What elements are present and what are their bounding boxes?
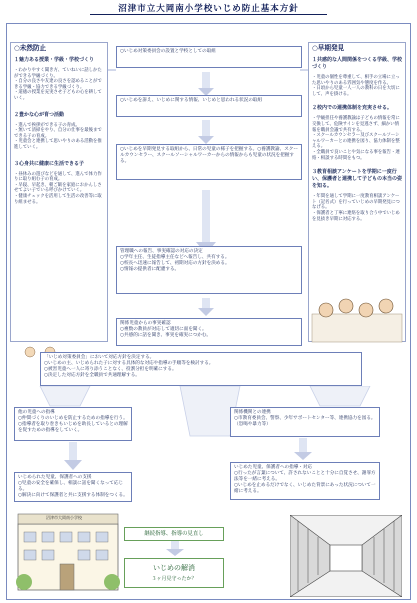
list-item: ・年間を通して学期に一度教育相談アンケート（記名式）を行っていじめの早期発見につなげる。 bbox=[312, 194, 400, 211]
detection-s2-title: ２校内での連携体制を充実させる。 bbox=[312, 105, 393, 112]
bully-guidance-box bbox=[230, 462, 380, 500]
detection-s3-title: ３教育相談アンケートを学期に一度行い、保護者と連携して子どもの本当の姿を知る。 bbox=[312, 169, 403, 190]
list-item: ・わかりやすく聞き方、ていねいに話しかたができる学級づくり。 bbox=[14, 68, 102, 79]
school-sign: 沼津市大岡南小学校 bbox=[46, 515, 82, 520]
prevention-s3-title: ３心身共に健康に生活できる子 bbox=[14, 160, 85, 167]
list-item: ・進んで挨拶ができる子の育成。 bbox=[14, 122, 80, 128]
committee-setup-box: ○いじめ対策委員会の設置と学校としての取組 bbox=[116, 46, 302, 68]
list-item: ○仲間づくりのいじめを防止するための指導を行う。 bbox=[18, 416, 128, 421]
continuing-guidance-box: 継続指導、指導の見直し bbox=[124, 527, 224, 541]
list-item: ○児童の安全を確保し、相談に話を聞くなって応じる。 bbox=[18, 481, 124, 492]
early-detection-box: ○いじめを早期発見する取組から、日常の児童の様子を把握する。○養護教諭、スクールカウンセラー、スクールソーシャルワーカーからの情報からも児童の状況を把握する。 bbox=[116, 144, 302, 180]
other-students-title: 他の児童への指導 bbox=[18, 410, 55, 415]
outside-agencies-title: 関係機関との連携 bbox=[234, 410, 271, 415]
policy-decision-box bbox=[40, 352, 362, 386]
list-item: ○行ったが言葉について、許されないことと十分に自覚させ、謝罪方法等を一緒に考える。 bbox=[234, 471, 376, 482]
detection-s3-list bbox=[312, 194, 402, 222]
down-arrow-left bbox=[62, 442, 84, 472]
bully-guidance-title: いじめた児童、保護者への指導・対応 bbox=[234, 465, 313, 470]
prevention-heading: ○未然防止 bbox=[14, 44, 47, 52]
list-item: ・道徳の授業を充実させ子どもの心を耕していく。 bbox=[14, 90, 102, 101]
down-arrow-goal bbox=[164, 541, 186, 557]
page-title: 沼津市立大岡南小学校いじめ防止基本方針 bbox=[118, 4, 299, 14]
list-item: ・児童の個性を尊重して、相手の立場に立った思いやりのある雰囲気や態度を作る。 bbox=[312, 75, 400, 86]
list-item: ○決定した対応方針を全職員で共通理解する。 bbox=[44, 373, 140, 378]
list-item: ・学級担任や養護教諭は子どもの情報を常に交換して、危険サインを見逃さず、細かい情報を職員会議で共有する。 bbox=[312, 116, 400, 133]
down-arrow-right bbox=[292, 438, 314, 462]
list-item: ○市教育委員会、警察、少年サポートセンター等、連携協力を図る。（恐喝や暴力等） bbox=[234, 416, 376, 427]
list-item: ○被害児童へ一人に寄り添うことなく、役割分担を明確にする。 bbox=[44, 367, 177, 372]
prevention-panel bbox=[10, 42, 108, 342]
list-item: ・スクールカウンセラー及びスクールソーシャルワーカーとの連携を図り、協力体制を整える。 bbox=[312, 133, 400, 150]
prevention-s3-list bbox=[14, 172, 104, 206]
prevention-s1-title: １魅力ある授業・学級・学校づくり bbox=[14, 57, 95, 63]
list-item: ・全職員で良いことや気になる事を報告・連絡・相談する時間をもつ。 bbox=[312, 149, 400, 161]
detection-heading: ○早期発見 bbox=[312, 44, 345, 52]
other-students-box bbox=[14, 407, 132, 441]
list-item: ○いじめを止めるだけでなく、いじめた背景にあった状況について一緒に考える。 bbox=[234, 483, 376, 494]
prevention-s1-list bbox=[14, 68, 104, 102]
list-item: ○校長へ迅速に報告して、初期対応の方針を決める。 bbox=[120, 261, 230, 266]
resolution-title: いじめの解消 bbox=[153, 564, 195, 572]
policy-title: 「いじめ対策委員会」において対応方針を決定する。 bbox=[44, 355, 155, 360]
list-item: ・健康チェックを活用して生活の改善等に取り組ませる。 bbox=[14, 193, 102, 205]
list-item: ○学年主任、生徒指導主任などへ報告し、共有する。 bbox=[120, 255, 230, 260]
list-item: ・日頃から児童一人一人の教科の日を大切にして、声を掛ける。 bbox=[312, 86, 400, 97]
list-item: ・保護者と丁寧に連絡を取り合う中でいじめを見抜き早期に対応する。 bbox=[312, 210, 400, 222]
list-item: ○複数の教員が対応して適切に面を聞く。 bbox=[120, 327, 207, 332]
flow-connectors bbox=[108, 40, 308, 360]
victim-support-title: いじめられた児童、保護者への支援 bbox=[18, 475, 92, 480]
list-item: ・自分の良さや友達の良さを認めることができる学級・協力できる学級づくり。 bbox=[14, 79, 102, 90]
list-item: ○指導者を取り巻きもいじめを助長しているとの理解を促すための指導をしていく。 bbox=[18, 422, 128, 433]
prevention-s2-list bbox=[14, 123, 104, 151]
list-item: ・児童会と連携して思いやりのある活動を推進していく。 bbox=[14, 139, 102, 150]
prevention-s2-title: ２豊かな心が育つ活動 bbox=[14, 111, 65, 118]
list-item: ○共感的に話を聞き、事実を確実につかむ。 bbox=[120, 333, 212, 338]
detection-s1-title: １共感的な人間関係をつくる学級、学校づくり bbox=[312, 57, 403, 70]
detection-s1-list bbox=[312, 75, 402, 97]
manager-report-title: 管理職への報告、事実確認の対応の決定 bbox=[120, 249, 203, 254]
outside-agencies-box bbox=[230, 407, 380, 437]
manager-report-box bbox=[116, 246, 302, 294]
report-info-box: ○いじめを訴え、いじめに関する情報、いじめと思われる状況の取組 bbox=[116, 95, 302, 117]
title-underline bbox=[90, 14, 327, 15]
resolution-subtitle: ３ヶ月見守ったか？ bbox=[151, 576, 197, 582]
fact-check-title: 関係児童からの事実確認 bbox=[120, 321, 171, 326]
list-item: ・無いて清掃をやり、自分の仕事を最後までできる子の育成。 bbox=[14, 128, 102, 139]
detection-s2-list bbox=[312, 116, 402, 161]
list-item: ・昼休みの遊びなどを通して、進んで体力作りに取り組む子の育成。 bbox=[14, 171, 102, 183]
corridor-illustration bbox=[290, 515, 402, 597]
resolution-box bbox=[124, 558, 224, 588]
fact-check-box bbox=[116, 318, 302, 346]
list-item: ・早寝、早起き、朝ご飯を家庭におかんしさせてよい子でいる呼びかけていく。 bbox=[14, 182, 102, 194]
list-item: ○いじめの主、いじめられた子に対する具体的な対応や指導の手順等を検討する。 bbox=[44, 361, 214, 366]
list-item: ○情報の提供者に配慮する。 bbox=[120, 267, 180, 272]
list-item: ○解決に向けて保護者と共に支援する体制をつくる。 bbox=[18, 493, 128, 498]
victim-support-box bbox=[14, 472, 132, 502]
students-illustration bbox=[308, 286, 406, 344]
